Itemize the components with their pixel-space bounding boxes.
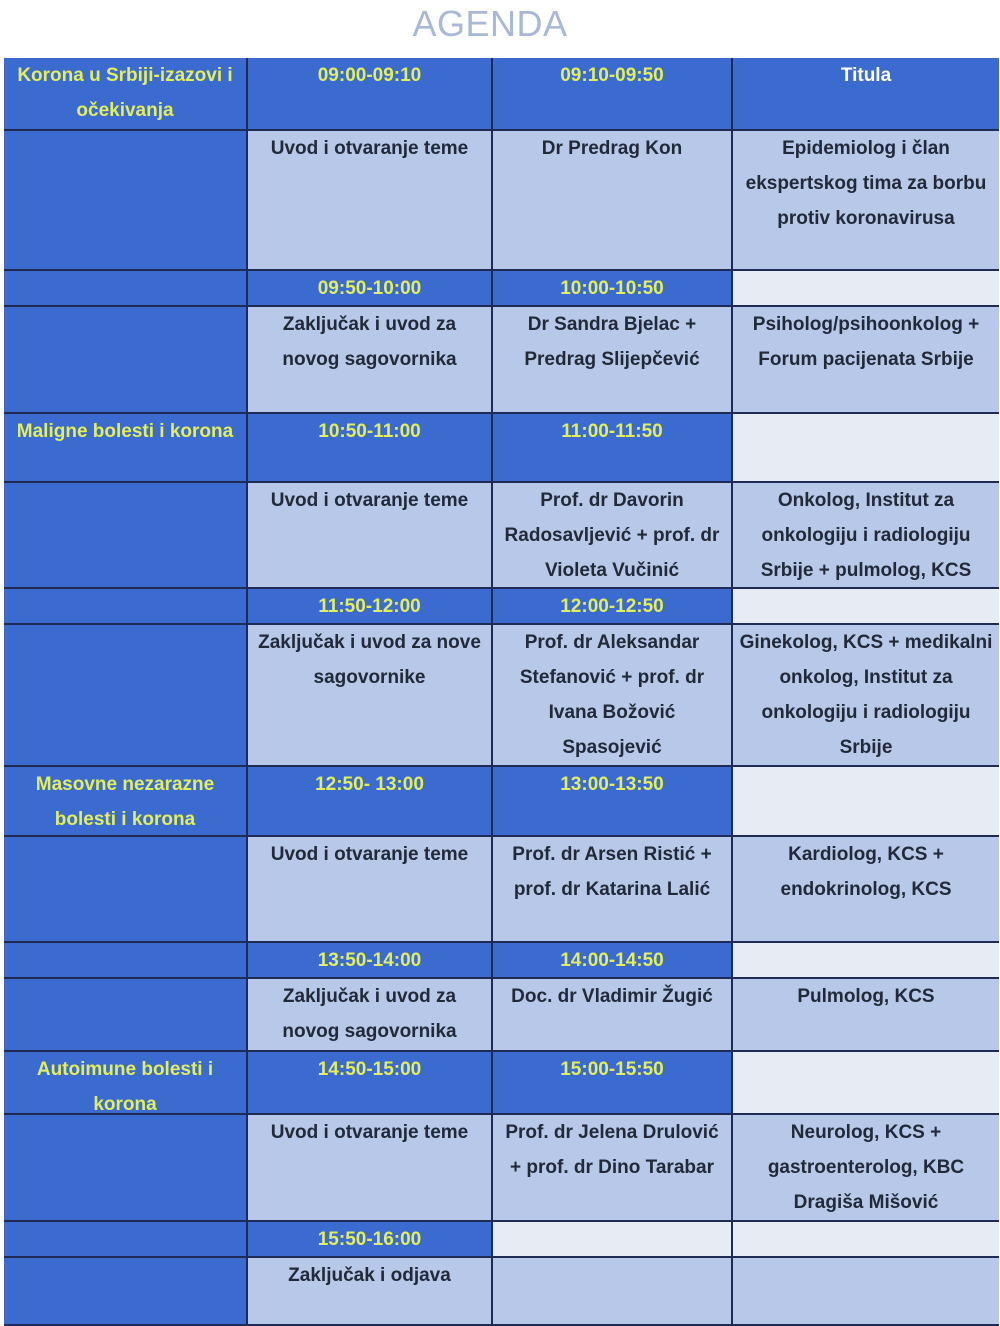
agenda-cell-session xyxy=(4,837,248,943)
agenda-cell-time-talk: 15:00-15:50 xyxy=(493,1052,733,1115)
agenda-cell-time-talk: Prof. dr Jelena Drulović + prof. dr Dino Tarabar xyxy=(493,1115,733,1222)
agenda-cell-title: Ginekolog, KCS + medikalni onkolog, Institut za onkologiju i radiologiju Srbije xyxy=(733,625,999,767)
agenda-cell-title xyxy=(733,589,999,625)
agenda-cell-time-talk: Prof. dr Davorin Radosavljević + prof. dr Violeta Vučinić xyxy=(493,483,733,589)
agenda-cell-session: Maligne bolesti i korona xyxy=(4,414,248,483)
agenda-cell-session xyxy=(4,1222,248,1258)
agenda-cell-time-intro: 12:50- 13:00 xyxy=(248,767,493,837)
agenda-cell-time-intro: Zaključak i uvod za novog sagovornika xyxy=(248,307,493,414)
agenda-cell-session xyxy=(4,979,248,1052)
agenda-cell-title xyxy=(733,767,999,837)
agenda-cell-time-intro: 13:50-14:00 xyxy=(248,943,493,979)
agenda-cell-title: Onkolog, Institut za onkologiju i radiologiju Srbije + pulmolog, KCS xyxy=(733,483,999,589)
agenda-cell-session xyxy=(4,1115,248,1222)
agenda-cell-time-intro: 11:50-12:00 xyxy=(248,589,493,625)
agenda-cell-time-talk: 14:00-14:50 xyxy=(493,943,733,979)
agenda-cell-title xyxy=(733,271,999,307)
agenda-cell-title: Pulmolog, KCS xyxy=(733,979,999,1052)
agenda-cell-title xyxy=(733,1052,999,1115)
agenda-cell-title xyxy=(733,943,999,979)
agenda-cell-time-talk: Prof. dr Arsen Ristić + prof. dr Katarina Lalić xyxy=(493,837,733,943)
agenda-cell-session xyxy=(4,131,248,271)
agenda-cell-time-intro: Uvod i otvaranje teme xyxy=(248,1115,493,1222)
page-title: AGENDA xyxy=(412,3,568,44)
agenda-cell-time-talk: Dr Sandra Bjelac + Predrag Slijepčević xyxy=(493,307,733,414)
agenda-cell-title xyxy=(733,1258,999,1326)
agenda-cell-session: Autoimune bolesti i korona xyxy=(4,1052,248,1115)
agenda-cell-time-intro: 15:50-16:00 xyxy=(248,1222,493,1258)
agenda-cell-time-talk: 09:10-09:50 xyxy=(493,58,733,131)
agenda-cell-session xyxy=(4,589,248,625)
agenda-cell-time-talk: 12:00-12:50 xyxy=(493,589,733,625)
agenda-cell-time-intro: 14:50-15:00 xyxy=(248,1052,493,1115)
agenda-cell-session xyxy=(4,483,248,589)
agenda-cell-title: Titula xyxy=(733,58,999,131)
agenda-cell-time-talk: Dr Predrag Kon xyxy=(493,131,733,271)
agenda-cell-time-intro: Zaključak i uvod za novog sagovornika xyxy=(248,979,493,1052)
agenda-cell-time-talk xyxy=(493,1258,733,1326)
agenda-cell-time-intro: 09:00-09:10 xyxy=(248,58,493,131)
agenda-cell-time-talk: 13:00-13:50 xyxy=(493,767,733,837)
agenda-cell-session: Korona u Srbiji-izazovi i očekivanja xyxy=(4,58,248,131)
agenda-cell-title: Kardiolog, KCS + endokrinolog, KCS xyxy=(733,837,999,943)
agenda-cell-time-intro: 09:50-10:00 xyxy=(248,271,493,307)
agenda-cell-time-talk: 10:00-10:50 xyxy=(493,271,733,307)
agenda-cell-time-talk: 11:00-11:50 xyxy=(493,414,733,483)
agenda-cell-session xyxy=(4,625,248,767)
agenda-cell-time-talk: Prof. dr Aleksandar Stefanović + prof. dr Ivana Božović Spasojević xyxy=(493,625,733,767)
agenda-cell-time-intro: Uvod i otvaranje teme xyxy=(248,131,493,271)
agenda-cell-session: Masovne nezarazne bolesti i korona xyxy=(4,767,248,837)
agenda-cell-time-talk xyxy=(493,1222,733,1258)
agenda-cell-title xyxy=(733,414,999,483)
agenda-cell-session xyxy=(4,307,248,414)
agenda-cell-session xyxy=(4,943,248,979)
agenda-cell-title xyxy=(733,1222,999,1258)
agenda-cell-time-intro: 10:50-11:00 xyxy=(248,414,493,483)
agenda-cell-title: Neurolog, KCS + gastroenterolog, KBC Dragiša Mišović xyxy=(733,1115,999,1222)
agenda-cell-time-intro: Uvod i otvaranje teme xyxy=(248,483,493,589)
agenda-cell-session xyxy=(4,271,248,307)
agenda-cell-session xyxy=(4,1258,248,1326)
agenda-cell-title: Psiholog/psihoonkolog + Forum pacijenata Srbije xyxy=(733,307,999,414)
agenda-table xyxy=(4,58,999,1326)
agenda-cell-time-intro: Zaključak i odjava xyxy=(248,1258,493,1326)
agenda-cell-title: Epidemiolog i član ekspertskog tima za borbu protiv koronavirusa xyxy=(733,131,999,271)
agenda-cell-time-intro: Zaključak i uvod za nove sagovornike xyxy=(248,625,493,767)
agenda-cell-time-intro: Uvod i otvaranje teme xyxy=(248,837,493,943)
agenda-cell-time-talk: Doc. dr Vladimir Žugić xyxy=(493,979,733,1052)
